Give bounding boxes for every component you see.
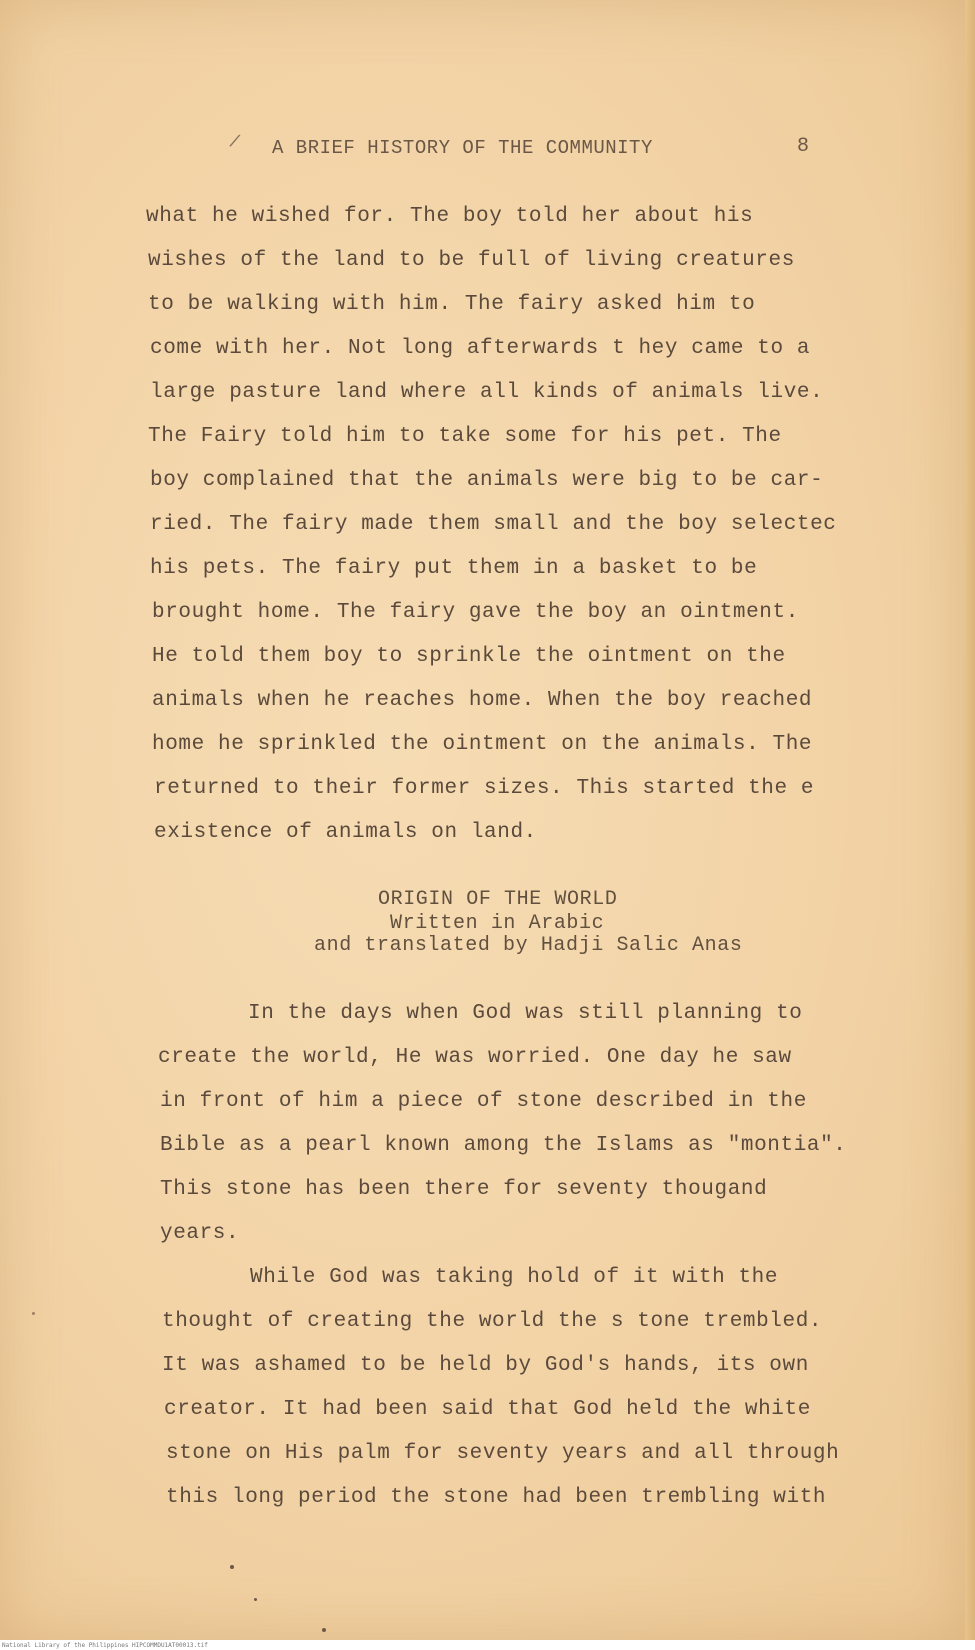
paper-speck (322, 1628, 326, 1632)
text-line: animals when he reaches home. When the boy reached (152, 689, 813, 712)
text-line: wishes of the land to be full of living creatures (148, 249, 795, 272)
text-line: He told them boy to sprinkle the ointment on the (152, 645, 786, 668)
section-subtitle: and translated by Hadji Salic Anas (314, 934, 743, 957)
paper-speck (254, 1598, 257, 1601)
section-title: ORIGIN OF THE WORLD (378, 888, 618, 911)
text-line: In the days when God was still planning to (248, 1002, 803, 1025)
text-line: create the world, He was worried. One day he saw (158, 1046, 792, 1069)
running-header-title: A BRIEF HISTORY OF THE COMMUNITY (272, 137, 653, 159)
text-line: his pets. The fairy put them in a basket to be (150, 557, 758, 580)
text-line: this long period the stone had been trembling with (166, 1486, 827, 1509)
text-line: home he sprinkled the ointment on the animals. The (152, 733, 813, 756)
paper-speck (230, 1565, 234, 1569)
text-line: to be walking with him. The fairy asked him to (148, 293, 756, 316)
text-line: years. (160, 1222, 240, 1245)
text-line: what he wished for. The boy told her about his (146, 205, 754, 228)
text-line: creator. It had been said that God held the white (164, 1398, 811, 1421)
section-subtitle: Written in Arabic (390, 912, 605, 935)
text-line: This stone has been there for seventy thougand (160, 1178, 768, 1201)
page-number: 8 (797, 135, 810, 158)
text-line: large pasture land where all kinds of animals live. (150, 381, 824, 404)
text-line: returned to their former sizes. This started the e (154, 777, 815, 800)
text-line: existence of animals on land. (154, 821, 537, 844)
text-line: It was ashamed to be held by God's hands, its own (162, 1354, 809, 1377)
scan-credit: National Library of the Philippines HIPCOMMDU1AT00013.tif (2, 1642, 208, 1649)
text-line: The Fairy told him to take some for his pet. The (148, 425, 782, 448)
paper-speck (32, 1312, 35, 1315)
page-edge (965, 0, 975, 1650)
text-line: in front of him a piece of stone described in the (160, 1090, 807, 1113)
text-line: thought of creating the world the s tone trembled. (162, 1310, 823, 1333)
text-line: While God was taking hold of it with the (250, 1266, 779, 1289)
pencil-mark: / (227, 132, 243, 154)
text-line: brought home. The fairy gave the boy an ointment. (152, 601, 799, 624)
text-line: stone on His palm for seventy years and all through (166, 1442, 840, 1465)
text-line: boy complained that the animals were big to be car- (150, 469, 824, 492)
text-line: come with her. Not long afterwards t hey came to a (150, 337, 811, 360)
text-line: ried. The fairy made them small and the boy selectec (150, 513, 837, 536)
text-line: Bible as a pearl known among the Islams as "montia". (160, 1134, 847, 1157)
